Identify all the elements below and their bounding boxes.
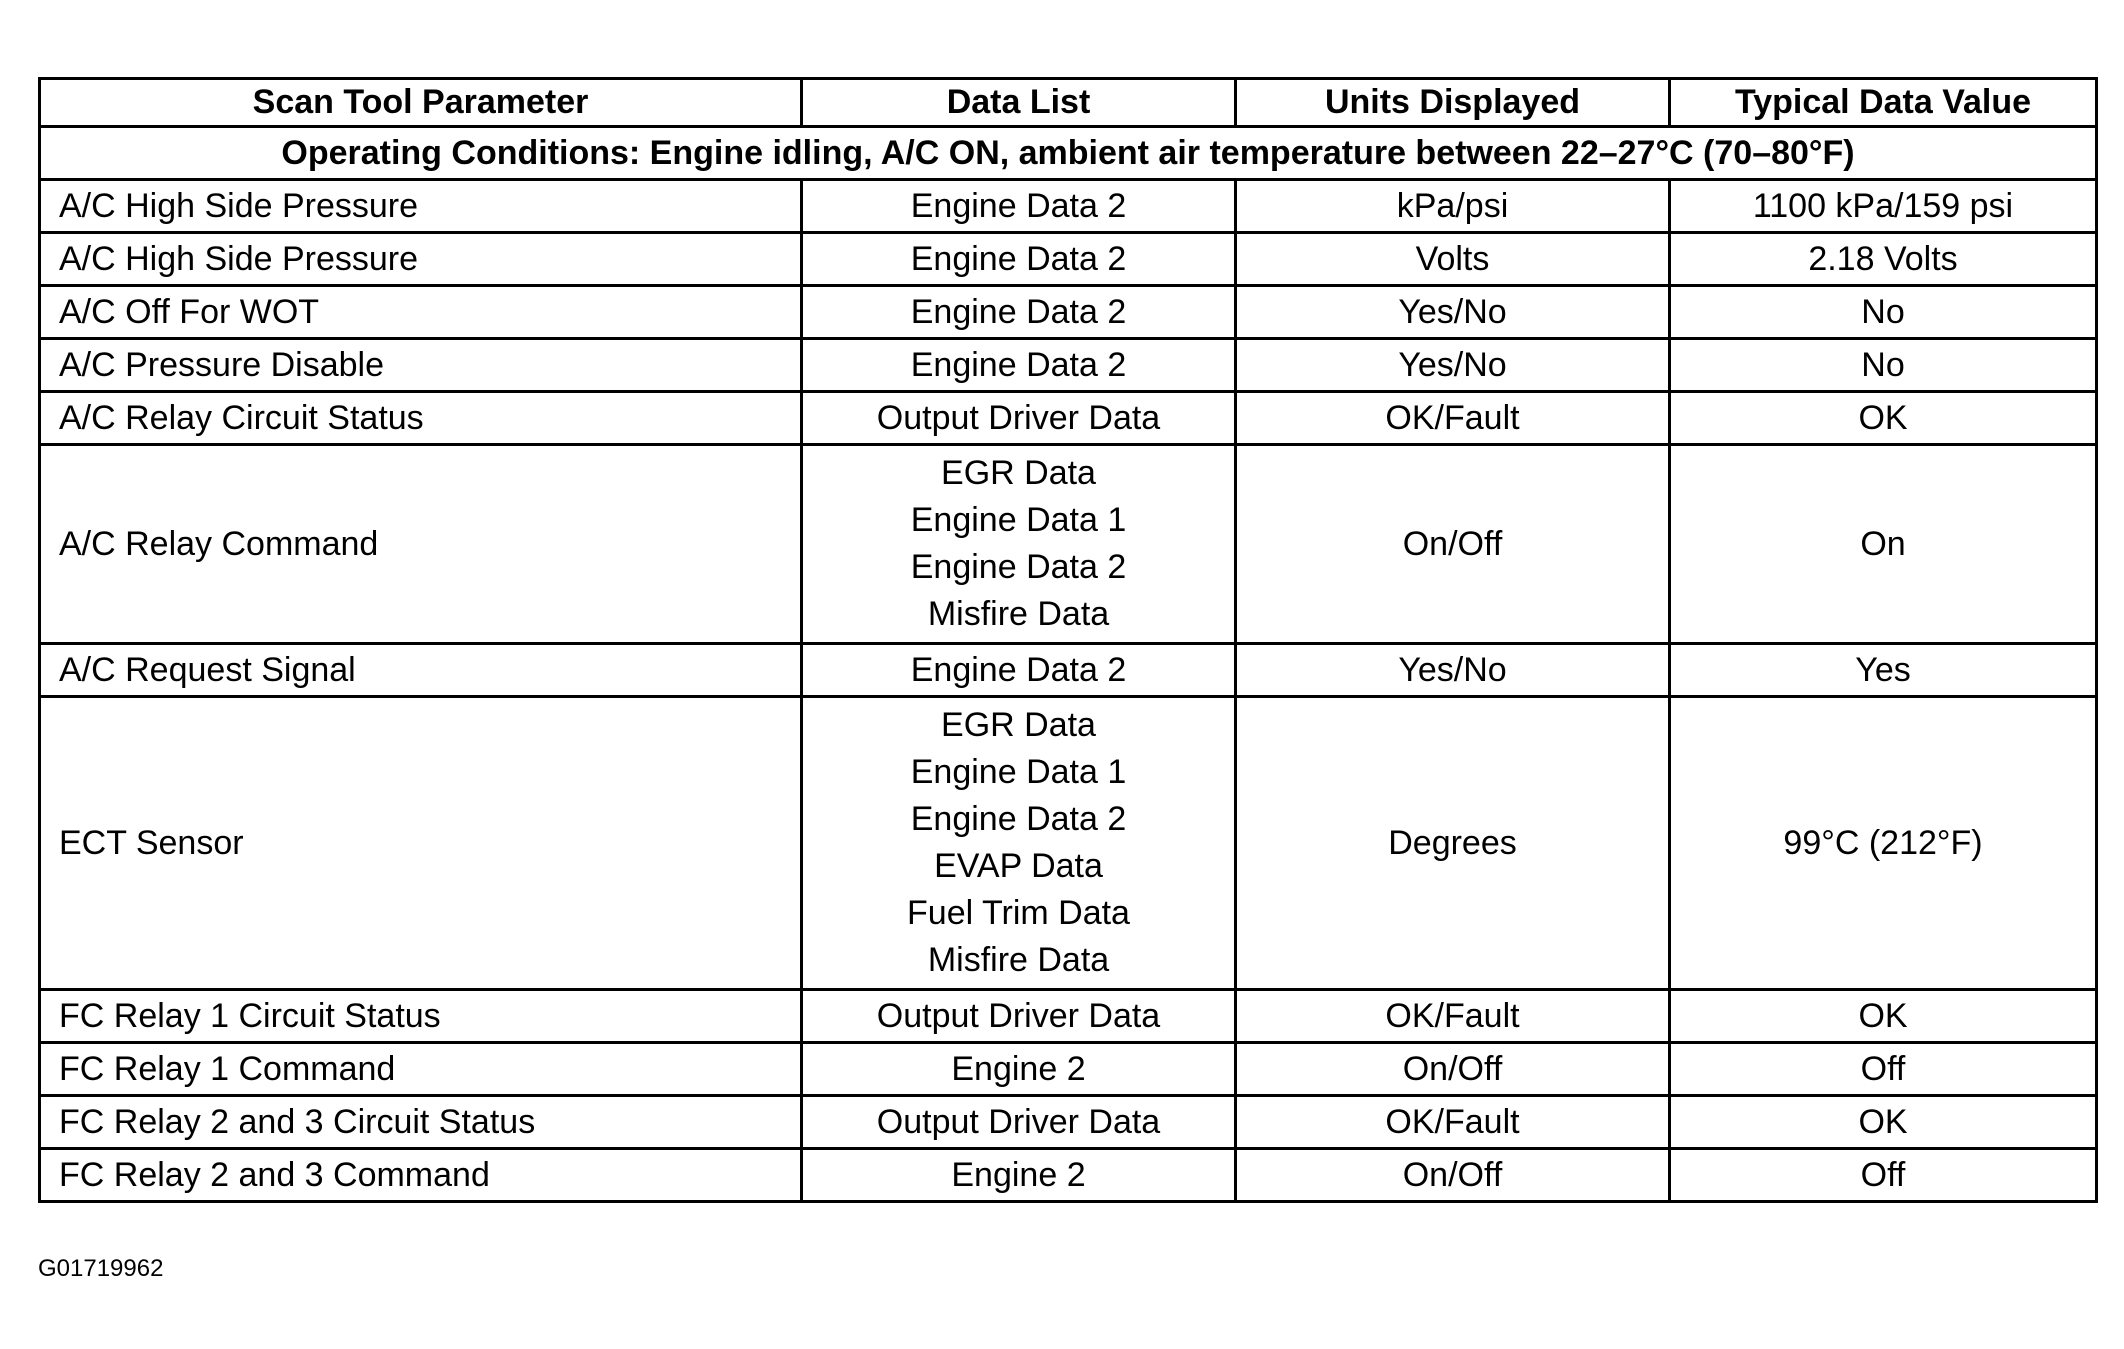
data-list-item: Engine Data 2	[910, 186, 1127, 225]
parameter-cell: A/C Relay Circuit Status	[40, 392, 802, 445]
typical-value-cell: OK	[1670, 1096, 2097, 1149]
parameter-cell: ECT Sensor	[40, 697, 802, 990]
table-row	[40, 1149, 2097, 1202]
units-cell: Volts	[1236, 233, 1670, 286]
table-row	[40, 392, 2097, 445]
units-cell: Degrees	[1236, 697, 1670, 990]
data-list-item: Misfire Data	[927, 941, 1110, 979]
typical-value-cell: On	[1670, 445, 2097, 644]
table-row	[40, 1096, 2097, 1149]
data-list-item: Output Driver Data	[876, 1102, 1161, 1141]
units-cell: OK/Fault	[1236, 1096, 1670, 1149]
data-list-cell	[802, 445, 1236, 644]
scan-tool-data-table	[38, 77, 2098, 1203]
table-row	[40, 697, 2097, 990]
parameter-cell: FC Relay 2 and 3 Command	[40, 1149, 802, 1202]
data-list-item: Engine Data 2	[910, 650, 1127, 689]
typical-value-cell: OK	[1670, 392, 2097, 445]
units-cell: OK/Fault	[1236, 990, 1670, 1043]
header-data-list: Data List	[802, 79, 1236, 127]
data-list-item: Engine Data 2	[910, 239, 1127, 278]
data-list-item: EGR Data	[941, 706, 1096, 744]
header-scan-tool-parameter: Scan Tool Parameter	[40, 79, 802, 127]
data-list-item: Engine Data 1	[910, 753, 1127, 791]
parameter-cell: A/C Pressure Disable	[40, 339, 802, 392]
parameter-cell: A/C Off For WOT	[40, 286, 802, 339]
units-cell: Yes/No	[1236, 339, 1670, 392]
parameter-cell: A/C Request Signal	[40, 644, 802, 697]
table-row	[40, 180, 2097, 233]
data-list-item: Engine Data 2	[910, 292, 1127, 331]
data-list-item: Fuel Trim Data	[907, 894, 1130, 932]
table-row	[40, 339, 2097, 392]
data-list-item: Engine Data 2	[910, 345, 1127, 384]
data-list-cell	[802, 990, 1236, 1043]
units-cell: On/Off	[1236, 445, 1670, 644]
data-list-item: Output Driver Data	[876, 398, 1161, 437]
data-list-item: EVAP Data	[934, 847, 1103, 885]
typical-value-cell: 2.18 Volts	[1670, 233, 2097, 286]
data-list-cell	[802, 1096, 1236, 1149]
data-list-item: Misfire Data	[927, 595, 1110, 633]
typical-value-cell: 99°C (212°F)	[1670, 697, 2097, 990]
typical-value-cell: Off	[1670, 1149, 2097, 1202]
data-list-item: Engine 2	[951, 1155, 1086, 1194]
data-list-item: EGR Data	[941, 454, 1096, 492]
table-row	[40, 990, 2097, 1043]
data-list-cell	[802, 180, 1236, 233]
typical-value-cell: OK	[1670, 990, 2097, 1043]
typical-value-cell: Off	[1670, 1043, 2097, 1096]
header-row	[40, 79, 2097, 127]
data-list-item: Engine Data 2	[910, 800, 1127, 838]
table-body	[40, 127, 2097, 1202]
units-cell: kPa/psi	[1236, 180, 1670, 233]
operating-conditions-row	[40, 127, 2097, 180]
table-row	[40, 1043, 2097, 1096]
operating-conditions: Operating Conditions: Engine idling, A/C ON, ambient air temperature between 22–27°C (70–80°F)	[40, 127, 2097, 180]
header-units-displayed: Units Displayed	[1236, 79, 1670, 127]
units-cell: OK/Fault	[1236, 392, 1670, 445]
units-cell: Yes/No	[1236, 286, 1670, 339]
data-list-item: Output Driver Data	[876, 996, 1161, 1035]
figure-id: G01719962	[38, 1255, 164, 1282]
typical-value-cell: No	[1670, 286, 2097, 339]
data-list-cell	[802, 233, 1236, 286]
data-list-item: Engine Data 1	[910, 501, 1127, 539]
data-list-cell	[802, 1149, 1236, 1202]
data-list-cell	[802, 392, 1236, 445]
data-list-cell	[802, 644, 1236, 697]
header-typical-data-value: Typical Data Value	[1670, 79, 2097, 127]
parameter-cell: A/C High Side Pressure	[40, 180, 802, 233]
parameter-cell: A/C High Side Pressure	[40, 233, 802, 286]
parameter-cell: FC Relay 2 and 3 Circuit Status	[40, 1096, 802, 1149]
parameter-cell: A/C Relay Command	[40, 445, 802, 644]
typical-value-cell: No	[1670, 339, 2097, 392]
units-cell: On/Off	[1236, 1043, 1670, 1096]
table-row	[40, 644, 2097, 697]
parameter-cell: FC Relay 1 Circuit Status	[40, 990, 802, 1043]
table-row	[40, 233, 2097, 286]
typical-value-cell: Yes	[1670, 644, 2097, 697]
data-list-cell	[802, 339, 1236, 392]
table-row	[40, 286, 2097, 339]
data-list-cell	[802, 697, 1236, 990]
table-row	[40, 445, 2097, 644]
units-cell: Yes/No	[1236, 644, 1670, 697]
data-list-item: Engine 2	[951, 1049, 1086, 1088]
typical-value-cell: 1100 kPa/159 psi	[1670, 180, 2097, 233]
data-list-cell	[802, 1043, 1236, 1096]
parameter-cell: FC Relay 1 Command	[40, 1043, 802, 1096]
data-list-item: Engine Data 2	[910, 548, 1127, 586]
units-cell: On/Off	[1236, 1149, 1670, 1202]
data-list-cell	[802, 286, 1236, 339]
